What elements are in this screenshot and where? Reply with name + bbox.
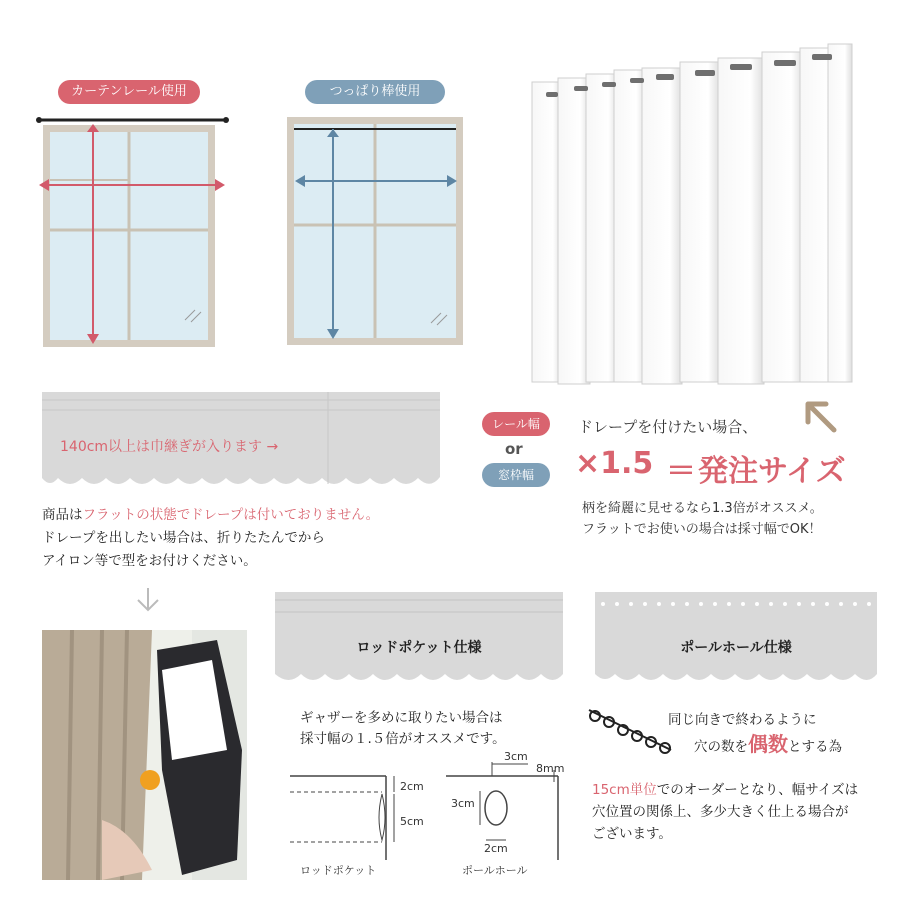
tension-label: つっぱり棒使用	[305, 80, 445, 104]
pole-hole-title: ポールホール仕様	[680, 640, 792, 656]
pole-desc-2c: とする為	[788, 739, 842, 755]
order-size: 発注サイズ	[698, 454, 846, 489]
up-left-arrow-icon	[804, 400, 840, 436]
pole-caption: ポールホール	[462, 864, 528, 877]
pole-desc-2a: 穴の数を	[694, 739, 748, 755]
down-arrow-icon	[134, 586, 162, 614]
drape-note-2: フラットでお使いの場合は採寸幅でOK！	[582, 522, 822, 537]
product-note-1a: 商品は	[42, 507, 83, 523]
or-label: or	[505, 440, 523, 458]
pole-unit-note-2: 穴位置の関係上、多少大きく仕上る場合が	[592, 804, 849, 820]
seam-note: 140cm以上は巾継ぎが入ります →	[60, 439, 279, 455]
equals-sign: ＝	[666, 454, 696, 489]
rod-dim-5cm: 5cm	[400, 815, 424, 828]
rail-window-illustration	[35, 110, 230, 350]
pole-dim-2cm: 2cm	[484, 842, 508, 855]
pole-dim-3cm-top: 3cm	[504, 750, 528, 763]
rail-label: カーテンレール使用	[58, 80, 200, 104]
pole-rings-illustration	[585, 702, 675, 754]
pole-unit-note-1	[592, 778, 858, 798]
product-note-1b: フラットの状態でドレープは付いておりません。	[82, 507, 380, 523]
drape-title: ドレープを付けたい場合、	[578, 418, 758, 436]
pole-desc-1: 同じ向きで終わるように	[668, 712, 817, 728]
pole-desc-2	[694, 728, 842, 757]
ironing-photo	[42, 630, 247, 880]
drape-note-1: 柄を綺麗に見せるなら1.3倍がオススメ。	[582, 501, 823, 516]
rod-pocket-title: ロッドポケット仕様	[356, 640, 482, 656]
tension-window-illustration	[285, 115, 465, 347]
product-note-3: アイロン等で型をお付けください。	[42, 553, 257, 569]
pole-unit-note-3: ございます。	[592, 826, 672, 842]
rod-desc-1: ギャザーを多めに取りたい場合は	[300, 710, 503, 726]
drape-curtain-illustration	[530, 40, 860, 390]
frame-width-badge: 窓枠幅	[482, 463, 550, 487]
rod-caption: ロッドポケット	[300, 864, 377, 877]
product-note-2: ドレープを出したい場合は、折りたたんでから	[42, 530, 325, 546]
pole-dim-3cm-left: 3cm	[451, 797, 475, 810]
even-emphasis: 偶数	[748, 732, 788, 756]
rod-desc-2: 採寸幅の１.５倍がオススメです。	[300, 731, 506, 747]
rail-width-badge: レール幅	[482, 412, 550, 436]
unit-emphasis: 15cm単位	[592, 782, 657, 798]
product-note-1	[42, 503, 379, 523]
pole-unit-1b: でのオーダーとなり、幅サイズは	[656, 782, 859, 798]
multiplier: ×1.5	[575, 446, 654, 481]
rod-dim-2cm: 2cm	[400, 780, 424, 793]
pole-dim-8mm: 8mm	[536, 762, 565, 775]
